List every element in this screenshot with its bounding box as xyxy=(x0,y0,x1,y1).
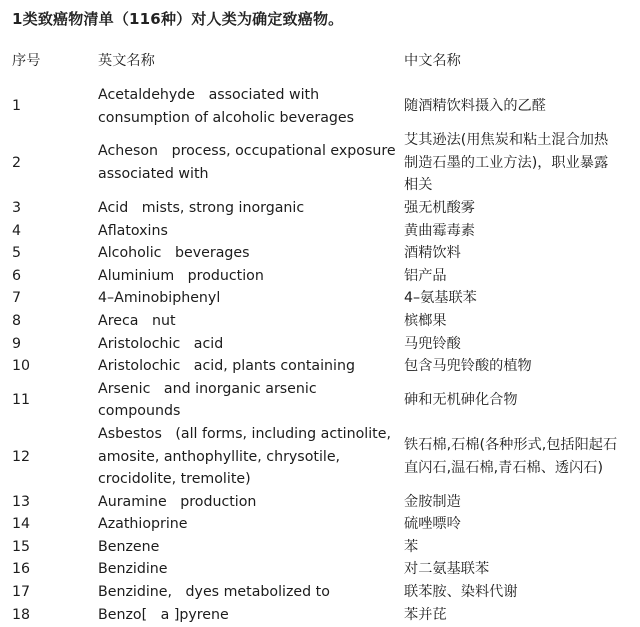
row-number: 17 xyxy=(12,584,31,601)
page-title: 1类致癌物清单（116种）对人类为确定致癌物。 xyxy=(12,10,344,28)
row-chinese-name: 包含马兜铃酸的植物 xyxy=(404,358,532,375)
row-number: 7 xyxy=(12,290,22,307)
table-row xyxy=(12,378,634,423)
row-english-name: Acheson process, occupational exposure associated with xyxy=(98,143,396,183)
table-row xyxy=(12,287,634,310)
row-chinese-name: 随酒精饮料摄入的乙醛 xyxy=(404,98,546,115)
row-number: 18 xyxy=(12,606,31,623)
row-english-name: 4–Aminobiphenyl xyxy=(98,290,221,307)
column-header-chinese: 中文名称 xyxy=(404,52,461,69)
row-chinese-name: 硫唑嘌呤 xyxy=(404,516,461,533)
row-english-name: Auramine production xyxy=(98,493,257,510)
row-number: 16 xyxy=(12,561,31,578)
row-english-name: Benzo[ a ]pyrene xyxy=(98,606,229,623)
row-english-name: Benzene xyxy=(98,538,160,555)
row-english-name: Aristolochic acid xyxy=(98,335,224,352)
row-chinese-name: 艾其逊法(用焦炭和粘土混合加热 制造石墨的工业方法)，职业暴露 相关 xyxy=(404,132,609,194)
row-chinese-name: 对二氨基联苯 xyxy=(404,561,490,578)
table-row xyxy=(12,355,634,378)
row-number: 8 xyxy=(12,312,22,329)
table-row xyxy=(12,333,634,356)
table-row xyxy=(12,84,634,129)
table-row xyxy=(12,220,634,243)
row-english-name: Aflatoxins xyxy=(98,222,168,239)
row-number: 5 xyxy=(12,245,22,262)
table-row xyxy=(12,265,634,288)
row-english-name: Areca nut xyxy=(98,312,176,329)
row-english-name: Benzidine xyxy=(98,561,168,578)
row-number: 6 xyxy=(12,267,22,284)
row-english-name: Arsenic and inorganic arsenic compounds xyxy=(98,380,317,420)
row-chinese-name: 砷和无机砷化合物 xyxy=(404,392,518,409)
row-english-name: Azathioprine xyxy=(98,516,188,533)
row-number: 4 xyxy=(12,222,22,239)
row-english-name: Acid mists, strong inorganic xyxy=(98,199,305,216)
table-row xyxy=(12,197,634,220)
row-number: 9 xyxy=(12,335,22,352)
row-chinese-name: 联苯胺、染料代谢 xyxy=(404,584,518,601)
table-row xyxy=(12,604,634,627)
row-number: 12 xyxy=(12,448,31,465)
row-number: 10 xyxy=(12,358,31,375)
row-chinese-name: 黄曲霉毒素 xyxy=(404,222,475,239)
row-chinese-name: 金胺制造 xyxy=(404,493,461,510)
table-row xyxy=(12,558,634,581)
row-chinese-name: 酒精饮料 xyxy=(404,245,461,262)
table-row xyxy=(12,242,634,265)
table-row xyxy=(12,513,634,536)
row-number: 13 xyxy=(12,493,31,510)
table-row xyxy=(12,310,634,333)
row-english-name: Alcoholic beverages xyxy=(98,245,250,262)
row-number: 14 xyxy=(12,516,31,533)
row-number: 11 xyxy=(12,392,31,409)
table-row xyxy=(12,423,634,491)
row-chinese-name: 4–氨基联苯 xyxy=(404,290,477,307)
column-header-number: 序号 xyxy=(12,52,41,69)
row-chinese-name: 槟榔果 xyxy=(404,312,447,329)
row-english-name: Aristolochic acid, plants containing xyxy=(98,358,355,375)
table-header xyxy=(12,46,634,76)
table-row xyxy=(12,581,634,604)
row-chinese-name: 苯并芘 xyxy=(404,606,447,623)
row-english-name: Acetaldehyde associated with consumption of alcoholic beverages xyxy=(98,87,355,126)
row-english-name: Benzidine, dyes metabolized to xyxy=(98,584,330,601)
row-number: 2 xyxy=(12,154,22,171)
row-english-name: Aluminium production xyxy=(98,267,264,284)
row-chinese-name: 马兜铃酸 xyxy=(404,335,461,352)
column-header-english: 英文名称 xyxy=(98,52,155,69)
row-number: 1 xyxy=(12,98,22,115)
carcinogen-table xyxy=(12,46,634,626)
row-english-name: Asbestos (all forms, including actinolite, amosite, anthophyllite, chrysotile, crocidolite, tremolite) xyxy=(98,425,391,488)
table-row xyxy=(12,129,634,197)
table-row xyxy=(12,491,634,514)
table-row xyxy=(12,536,634,559)
row-chinese-name: 苯 xyxy=(404,538,419,555)
row-chinese-name: 铁石棉,石棉(各种形式,包括阳起石 直闪石,温石棉,青石棉、透闪石) xyxy=(404,437,618,476)
row-chinese-name: 强无机酸雾 xyxy=(404,199,475,216)
row-number: 15 xyxy=(12,538,31,555)
row-number: 3 xyxy=(12,199,22,216)
row-chinese-name: 铝产品 xyxy=(404,267,447,284)
